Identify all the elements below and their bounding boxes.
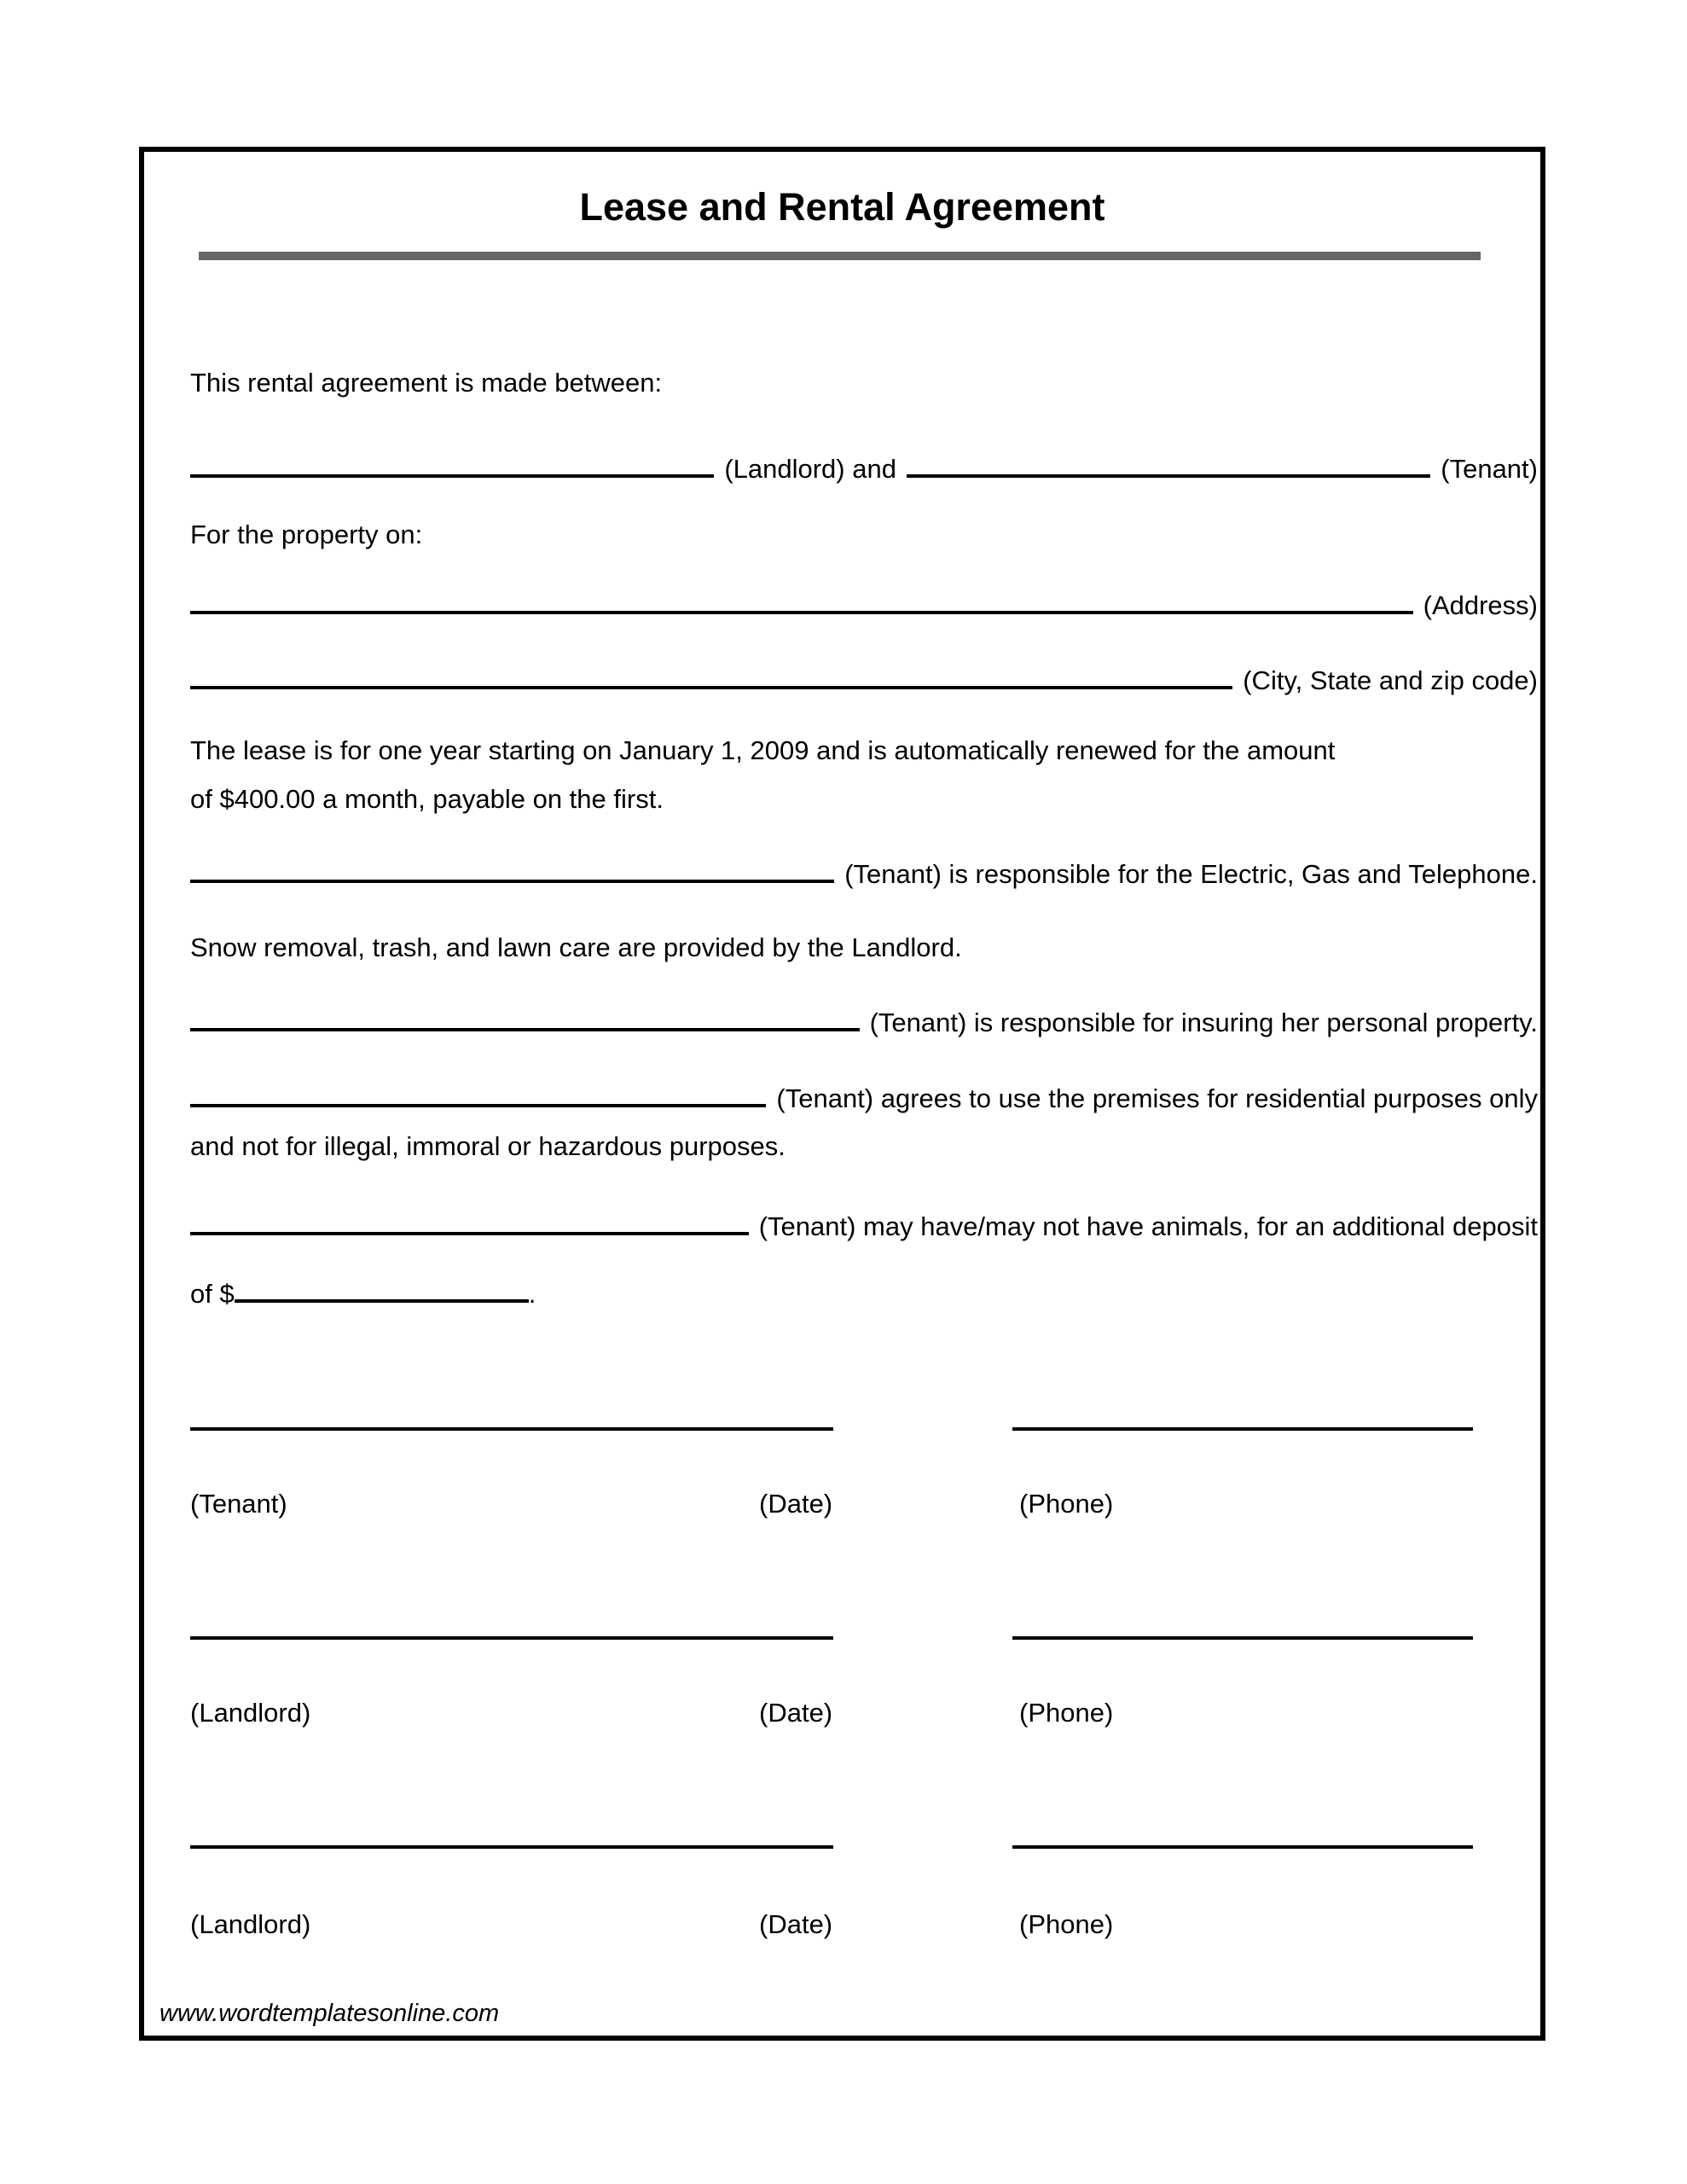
animals-tenant-blank[interactable]	[190, 1206, 749, 1235]
services-paragraph: Snow removal, trash, and lawn care are provided by the Landlord.	[190, 932, 962, 962]
tenant-phone-label: (Phone)	[1019, 1489, 1114, 1519]
landlord2-date-label: (Date)	[759, 1909, 833, 1939]
utilities-tenant-blank[interactable]	[190, 854, 834, 883]
landlord-and-label: (Landlord) and	[724, 454, 896, 484]
animals-line	[190, 1206, 1538, 1246]
tenant-phone-blank[interactable]	[1012, 1427, 1473, 1431]
deposit-amount-blank[interactable]	[235, 1274, 529, 1303]
premises-label: (Tenant) agrees to use the premises for residential purposes only	[776, 1083, 1538, 1113]
landlord1-signature-labels	[190, 1693, 1538, 1733]
deposit-prefix-label: of $	[190, 1279, 235, 1309]
city-state-zip-line	[190, 660, 1538, 700]
tenant-label: (Tenant)	[1441, 454, 1538, 484]
landlord1-phone-label: (Phone)	[1019, 1698, 1114, 1728]
tenant-date-label: (Date)	[759, 1489, 833, 1519]
page-title: Lease and Rental Agreement	[579, 185, 1105, 229]
address-label: (Address)	[1423, 590, 1538, 620]
landlord2-phone-label: (Phone)	[1019, 1909, 1114, 1939]
utilities-line	[190, 854, 1538, 894]
landlord-name-blank[interactable]	[190, 449, 714, 478]
lease-terms-line2: of $400.00 a month, payable on the first.	[190, 784, 664, 814]
insurance-label: (Tenant) is responsible for insuring her personal property.	[869, 1008, 1538, 1037]
lease-terms-paragraph	[190, 726, 1538, 823]
address-blank[interactable]	[190, 585, 1413, 614]
landlord2-phone-blank[interactable]	[1012, 1845, 1473, 1849]
footer-url: www.wordtemplatesonline.com	[159, 2000, 500, 2027]
deposit-period-label: .	[528, 1279, 536, 1309]
address-line	[190, 585, 1538, 625]
premises-continuation: and not for illegal, immoral or hazardous purposes.	[190, 1131, 786, 1161]
landlord2-signature-label: (Landlord)	[190, 1909, 311, 1939]
landlord1-signature-label: (Landlord)	[190, 1698, 311, 1728]
intro-paragraph: This rental agreement is made between:	[190, 368, 663, 398]
document-page	[139, 147, 1545, 2041]
insurance-tenant-blank[interactable]	[190, 1002, 860, 1031]
landlord2-signature-labels	[190, 1905, 1538, 1944]
lease-terms-line1: The lease is for one year starting on January 1, 2009 and is automatically renewed for the amount	[190, 735, 1336, 765]
premises-line	[190, 1078, 1538, 1118]
title-rule-divider	[199, 252, 1481, 260]
landlord1-signature-blank[interactable]	[190, 1636, 833, 1640]
animals-deposit-line	[190, 1274, 1538, 1314]
tenant-name-blank[interactable]	[907, 449, 1430, 478]
landlord1-date-label: (Date)	[759, 1698, 833, 1728]
insurance-line	[190, 1002, 1538, 1043]
city-state-zip-label: (City, State and zip code)	[1243, 665, 1538, 695]
tenant-signature-labels	[190, 1484, 1538, 1524]
tenant-signature-label: (Tenant)	[190, 1489, 287, 1519]
parties-line	[190, 449, 1538, 489]
city-state-zip-blank[interactable]	[190, 660, 1232, 689]
property-heading: For the property on:	[190, 520, 423, 549]
animals-label: (Tenant) may have/may not have animals, for an additional deposit	[758, 1211, 1538, 1241]
premises-tenant-blank[interactable]	[190, 1078, 766, 1107]
landlord2-signature-blank[interactable]	[190, 1845, 833, 1849]
utilities-label: (Tenant) is responsible for the Electric, Gas and Telephone.	[844, 859, 1538, 889]
landlord1-phone-blank[interactable]	[1012, 1636, 1473, 1640]
tenant-signature-blank[interactable]	[190, 1427, 833, 1431]
